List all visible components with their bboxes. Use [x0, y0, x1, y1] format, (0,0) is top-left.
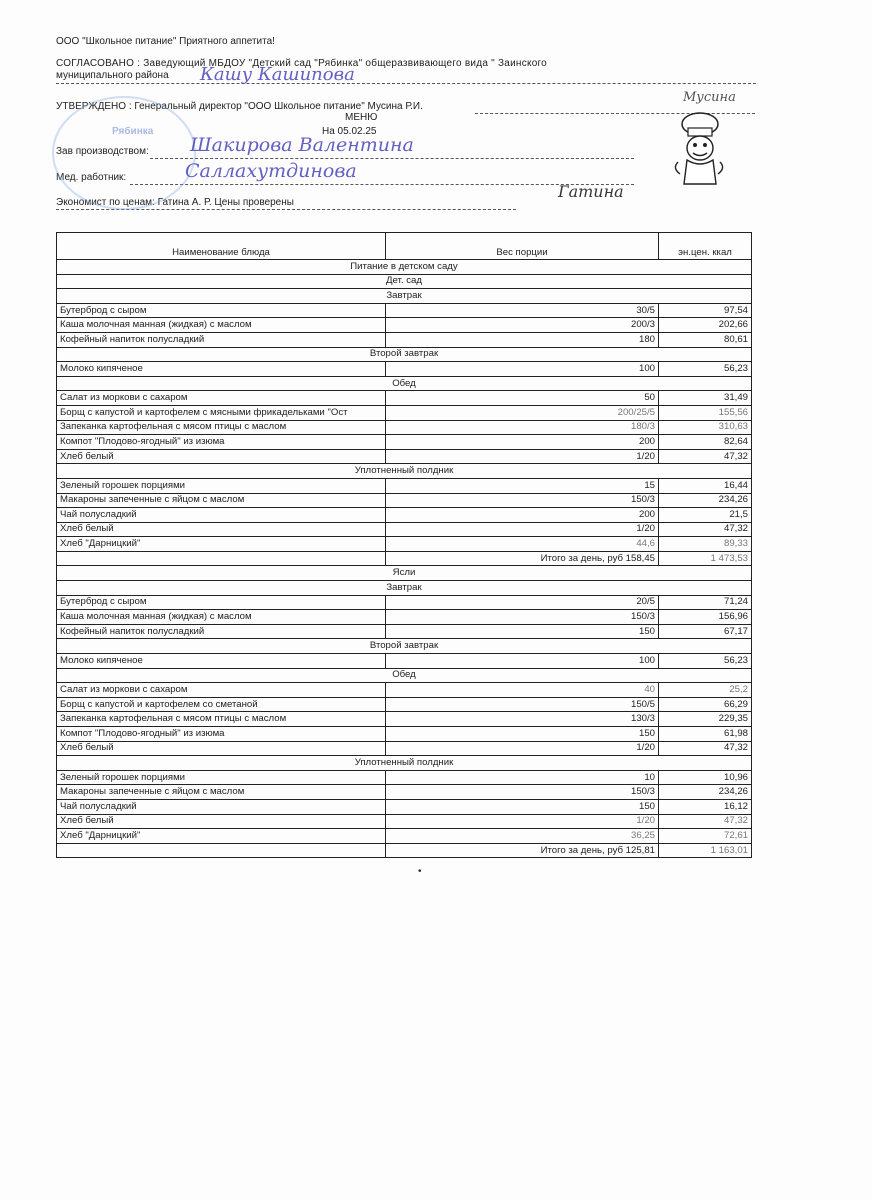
table-header-row — [57, 233, 752, 260]
dish-weight: 1/20 — [386, 741, 659, 756]
dish-weight: 20/5 — [386, 595, 659, 610]
dish-name: Кофейный напиток полусладкий — [57, 624, 386, 639]
section-row — [57, 668, 752, 683]
dish-weight: 15 — [386, 478, 659, 493]
dish-weight: 200 — [386, 435, 659, 450]
dish-kcal: 155,56 — [659, 405, 752, 420]
section-label: Ясли — [57, 566, 752, 581]
dish-name: Запеканка картофельная с мясом птицы с маслом — [57, 712, 386, 727]
section-row — [57, 566, 752, 581]
dish-kcal: 234,26 — [659, 785, 752, 800]
dish-weight: 200 — [386, 508, 659, 523]
dish-name: Хлеб белый — [57, 741, 386, 756]
total-empty-cell — [57, 843, 386, 858]
dish-name: Молоко кипяченое — [57, 654, 386, 669]
section-row — [57, 376, 752, 391]
dish-name: Борщ с капустой и картофелем с мясными фрикадельками "Ост — [57, 405, 386, 420]
dish-name: Макароны запеченные с яйцом с маслом — [57, 785, 386, 800]
column-header-weight: Вес порции — [386, 233, 659, 260]
dish-row — [57, 449, 752, 464]
dish-weight: 150 — [386, 799, 659, 814]
dish-kcal: 16,12 — [659, 799, 752, 814]
dish-row — [57, 595, 752, 610]
dish-kcal: 97,54 — [659, 303, 752, 318]
section-row — [57, 347, 752, 362]
section-label: Обед — [57, 376, 752, 391]
signature-economist: Гатина — [558, 182, 624, 201]
dish-weight: 1/20 — [386, 522, 659, 537]
total-label: Итого за день, руб 158,45 — [386, 551, 659, 566]
dish-weight: 150 — [386, 727, 659, 742]
dish-kcal: 10,96 — [659, 770, 752, 785]
dish-kcal: 61,98 — [659, 727, 752, 742]
dish-kcal: 47,32 — [659, 449, 752, 464]
dish-kcal: 31,49 — [659, 391, 752, 406]
section-label: Уплотненный полдник — [57, 756, 752, 771]
dish-kcal: 71,24 — [659, 595, 752, 610]
dish-kcal: 156,96 — [659, 610, 752, 625]
dish-kcal: 56,23 — [659, 362, 752, 377]
dish-weight: 150/3 — [386, 493, 659, 508]
dish-weight: 150/3 — [386, 610, 659, 625]
section-label: Обед — [57, 668, 752, 683]
section-row — [57, 274, 752, 289]
dish-name: Кофейный напиток полусладкий — [57, 332, 386, 347]
dish-weight: 40 — [386, 683, 659, 698]
dish-name: Каша молочная манная (жидкая) с маслом — [57, 610, 386, 625]
dish-weight: 44,6 — [386, 537, 659, 552]
stray-mark: • — [418, 866, 422, 877]
dish-kcal: 47,32 — [659, 741, 752, 756]
total-label: Итого за день, руб 125,81 — [386, 843, 659, 858]
dish-row — [57, 522, 752, 537]
dish-row — [57, 391, 752, 406]
dish-weight: 30/5 — [386, 303, 659, 318]
dish-kcal: 47,32 — [659, 814, 752, 829]
dish-kcal: 89,33 — [659, 537, 752, 552]
dish-kcal: 310,63 — [659, 420, 752, 435]
dish-weight: 200/3 — [386, 318, 659, 333]
section-row — [57, 756, 752, 771]
dish-row — [57, 741, 752, 756]
dish-row — [57, 508, 752, 523]
section-row — [57, 464, 752, 479]
dish-row — [57, 683, 752, 698]
dish-row — [57, 697, 752, 712]
column-header-kcal: эн.цен. ккал — [659, 233, 752, 260]
section-label: Второй завтрак — [57, 347, 752, 362]
dish-kcal: 25,2 — [659, 683, 752, 698]
dish-name: Запеканка картофельная с мясом птицы с маслом — [57, 420, 386, 435]
dish-weight: 150/5 — [386, 697, 659, 712]
dish-kcal: 229,35 — [659, 712, 752, 727]
section-row — [57, 639, 752, 654]
dish-name: Каша молочная манная (жидкая) с маслом — [57, 318, 386, 333]
dish-row — [57, 435, 752, 450]
dish-row — [57, 318, 752, 333]
dish-row — [57, 478, 752, 493]
dish-weight: 50 — [386, 391, 659, 406]
section-label: Дет. сад — [57, 274, 752, 289]
medical-label: Мед. работник: — [56, 172, 127, 183]
dish-name: Хлеб "Дарницкий" — [57, 829, 386, 844]
dish-row — [57, 610, 752, 625]
dish-row — [57, 303, 752, 318]
signature-agreed-1: Кашу Кашипова — [200, 64, 355, 85]
section-label: Питание в детском саду — [57, 260, 752, 275]
dish-row — [57, 624, 752, 639]
dish-row — [57, 727, 752, 742]
dish-kcal: 21,5 — [659, 508, 752, 523]
dish-kcal: 234,26 — [659, 493, 752, 508]
dish-weight: 36,25 — [386, 829, 659, 844]
total-kcal: 1 473,53 — [659, 551, 752, 566]
dish-kcal: 82,64 — [659, 435, 752, 450]
section-label: Завтрак — [57, 581, 752, 596]
dish-weight: 100 — [386, 654, 659, 669]
dish-name: Чай полусладкий — [57, 508, 386, 523]
dish-name: Зеленый горошек порциями — [57, 478, 386, 493]
total-row — [57, 843, 752, 858]
signature-medical: Саллахутдинова — [185, 160, 357, 182]
dish-weight: 180 — [386, 332, 659, 347]
dish-weight: 10 — [386, 770, 659, 785]
dish-name: Салат из моркови с сахаром — [57, 391, 386, 406]
total-row — [57, 551, 752, 566]
agreed-line-2: муниципального района — [56, 70, 169, 81]
dish-name: Хлеб белый — [57, 814, 386, 829]
dish-kcal: 47,32 — [659, 522, 752, 537]
dish-name: Зеленый горошек порциями — [57, 770, 386, 785]
chef-logo-icon — [666, 110, 732, 190]
menu-title: МЕНЮ — [345, 112, 378, 123]
economist-line: Экономист по ценам: Гатина А. Р. Цены проверены — [56, 197, 294, 208]
section-label: Уплотненный полдник — [57, 464, 752, 479]
menu-date: На 05.02.25 — [322, 126, 377, 137]
dish-weight: 1/20 — [386, 449, 659, 464]
column-header-dish: Наименование блюда — [57, 233, 386, 260]
dish-name: Макароны запеченные с яйцом с маслом — [57, 493, 386, 508]
dish-row — [57, 654, 752, 669]
dish-name: Компот "Плодово-ягодный" из изюма — [57, 727, 386, 742]
dish-weight: 200/25/5 — [386, 405, 659, 420]
dish-weight: 180/3 — [386, 420, 659, 435]
dish-row — [57, 829, 752, 844]
dish-kcal: 66,29 — [659, 697, 752, 712]
dish-name: Салат из моркови с сахаром — [57, 683, 386, 698]
dish-name: Компот "Плодово-ягодный" из изюма — [57, 435, 386, 450]
company-line: ООО "Школьное питание" Приятного аппетита! — [56, 36, 275, 47]
section-row — [57, 581, 752, 596]
dish-name: Бутерброд с сыром — [57, 303, 386, 318]
section-label: Второй завтрак — [57, 639, 752, 654]
dish-row — [57, 537, 752, 552]
dish-weight: 1/20 — [386, 814, 659, 829]
total-kcal: 1 163,01 — [659, 843, 752, 858]
stamp-text: Рябинка — [112, 126, 154, 137]
signature-production-head: Шакирова Валентина — [190, 134, 414, 156]
dish-name: Борщ с капустой и картофелем со сметаной — [57, 697, 386, 712]
dish-name: Молоко кипяченое — [57, 362, 386, 377]
dish-row — [57, 712, 752, 727]
agreed-signature-line — [56, 83, 756, 84]
dish-row — [57, 785, 752, 800]
round-stamp — [52, 96, 196, 210]
dish-kcal: 56,23 — [659, 654, 752, 669]
dish-name: Чай полусладкий — [57, 799, 386, 814]
dish-row — [57, 405, 752, 420]
dish-name: Хлеб белый — [57, 449, 386, 464]
dish-row — [57, 332, 752, 347]
dish-weight: 100 — [386, 362, 659, 377]
menu-table — [56, 232, 752, 858]
approved-line: УТВЕРЖДЕНО : Генеральный директор "ООО Школьное питание" Мусина Р.И. — [56, 101, 423, 112]
dish-row — [57, 420, 752, 435]
dish-name: Хлеб "Дарницкий" — [57, 537, 386, 552]
dish-row — [57, 814, 752, 829]
dish-kcal: 72,61 — [659, 829, 752, 844]
section-row — [57, 289, 752, 304]
dish-row — [57, 770, 752, 785]
dish-name: Бутерброд с сыром — [57, 595, 386, 610]
dish-kcal: 80,61 — [659, 332, 752, 347]
signature-approved: Мусина — [683, 90, 736, 105]
menu-table-body — [57, 260, 752, 858]
dish-row — [57, 493, 752, 508]
dish-row — [57, 799, 752, 814]
dish-name: Хлеб белый — [57, 522, 386, 537]
agreed-line-1: СОГЛАСОВАНО : Заведующий МБДОУ "Детский сад "Рябинка" общеразвивающего вида " Заинского — [56, 58, 547, 69]
dish-row — [57, 362, 752, 377]
dish-weight: 150 — [386, 624, 659, 639]
dish-weight: 150/3 — [386, 785, 659, 800]
production-head-label: Зав производством: — [56, 146, 149, 157]
section-label: Завтрак — [57, 289, 752, 304]
production-head-line — [150, 158, 634, 159]
dish-kcal: 202,66 — [659, 318, 752, 333]
dish-kcal: 16,44 — [659, 478, 752, 493]
dish-kcal: 67,17 — [659, 624, 752, 639]
total-empty-cell — [57, 551, 386, 566]
section-row — [57, 260, 752, 275]
dish-weight: 130/3 — [386, 712, 659, 727]
